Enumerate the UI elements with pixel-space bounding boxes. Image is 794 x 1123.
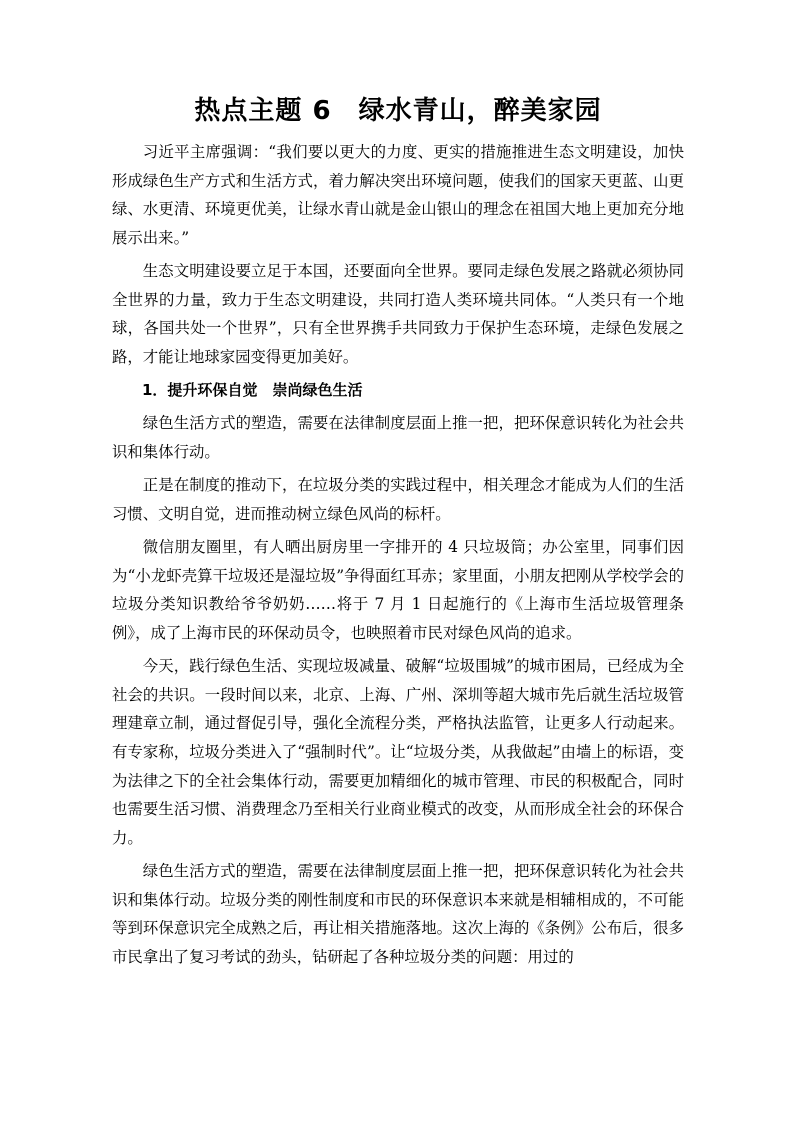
- section-paragraph-5: 绿色生活方式的塑造，需要在法律制度层面上推一把，把环保意识转化为社会共识和集体行动。垃圾分类的刚性制度和市民的环保意识本来就是相辅相成的，不可能等到环保意识完全成熟之后，再让相关措施落地。这次上海的《条例》公布后，很多市民拿出了复习考试的劲头，钻研起了各种垃圾分类的问题：用过的: [112, 862, 684, 966]
- section-paragraph-1: 绿色生活方式的塑造，需要在法律制度层面上推一把，把环保意识转化为社会共识和集体行动。: [112, 414, 684, 461]
- document-title: 热点主题 6 绿水青山，醉美家园: [194, 96, 602, 126]
- intro-paragraph-2: 生态文明建设要立足于本国，还要面向全世界。要同走绿色发展之路就必须协同全世界的力量，致力于生态文明建设，共同打造人类环境共同体。“人类只有一个地球，各国共处一个世界”，只有全世界携手共同致力于保护生态环境，走绿色发展之路，才能让地球家园变得更加美好。: [112, 262, 684, 366]
- section-heading: 1．提升环保自觉 崇尚绿色生活: [142, 381, 363, 400]
- section-paragraph-2: 正是在制度的推动下，在垃圾分类的实践过程中，相关理念才能成为人们的生活习惯、文明自觉，进而推动树立绿色风尚的标杆。: [112, 476, 684, 523]
- section-paragraph-4: 今天，践行绿色生活、实现垃圾减量、破解“垃圾围城”的城市困局，已经成为全社会的共识。一段时间以来，北京、上海、广州、深圳等超大城市先后就生活垃圾管理建章立制，通过督促引导，强化全流程分类，严格执法监管，让更多人行动起来。有专家称，垃圾分类进入了“强制时代”。让“垃圾分类，从我做起”由墙上的标语，变为法律之下的全社会集体行动，需要更加精细化的城市管理、市民的积极配合，同时也需要生活习惯、消费理念乃至相关行业商业模式的改变，从而形成全社会的环保合力。: [112, 657, 684, 847]
- intro-paragraph-1: 习近平主席强调：“我们要以更大的力度、更实的措施推进生态文明建设，加快形成绿色生产方式和生活方式，着力解决突出环境问题，使我们的国家天更蓝、山更绿、水更清、环境更优美，让绿水青山就是金山银山的理念在祖国大地上更加充分地展示出来。”: [112, 143, 684, 247]
- document-page: [112, 92, 684, 976]
- section-paragraph-3: 微信朋友圈里，有人晒出厨房里一字排开的 4 只垃圾筒；办公室里，同事们因为“小龙虾壳算干垃圾还是湿垃圾”争得面红耳赤；家里面，小朋友把刚从学校学会的垃圾分类知识教给爷爷奶奶……将于 7 月 1 日起施行的《上海市生活垃圾管理条例》，成了上海市民的环保动员令，也映照着市民对绿色风尚的追求。: [112, 538, 684, 642]
